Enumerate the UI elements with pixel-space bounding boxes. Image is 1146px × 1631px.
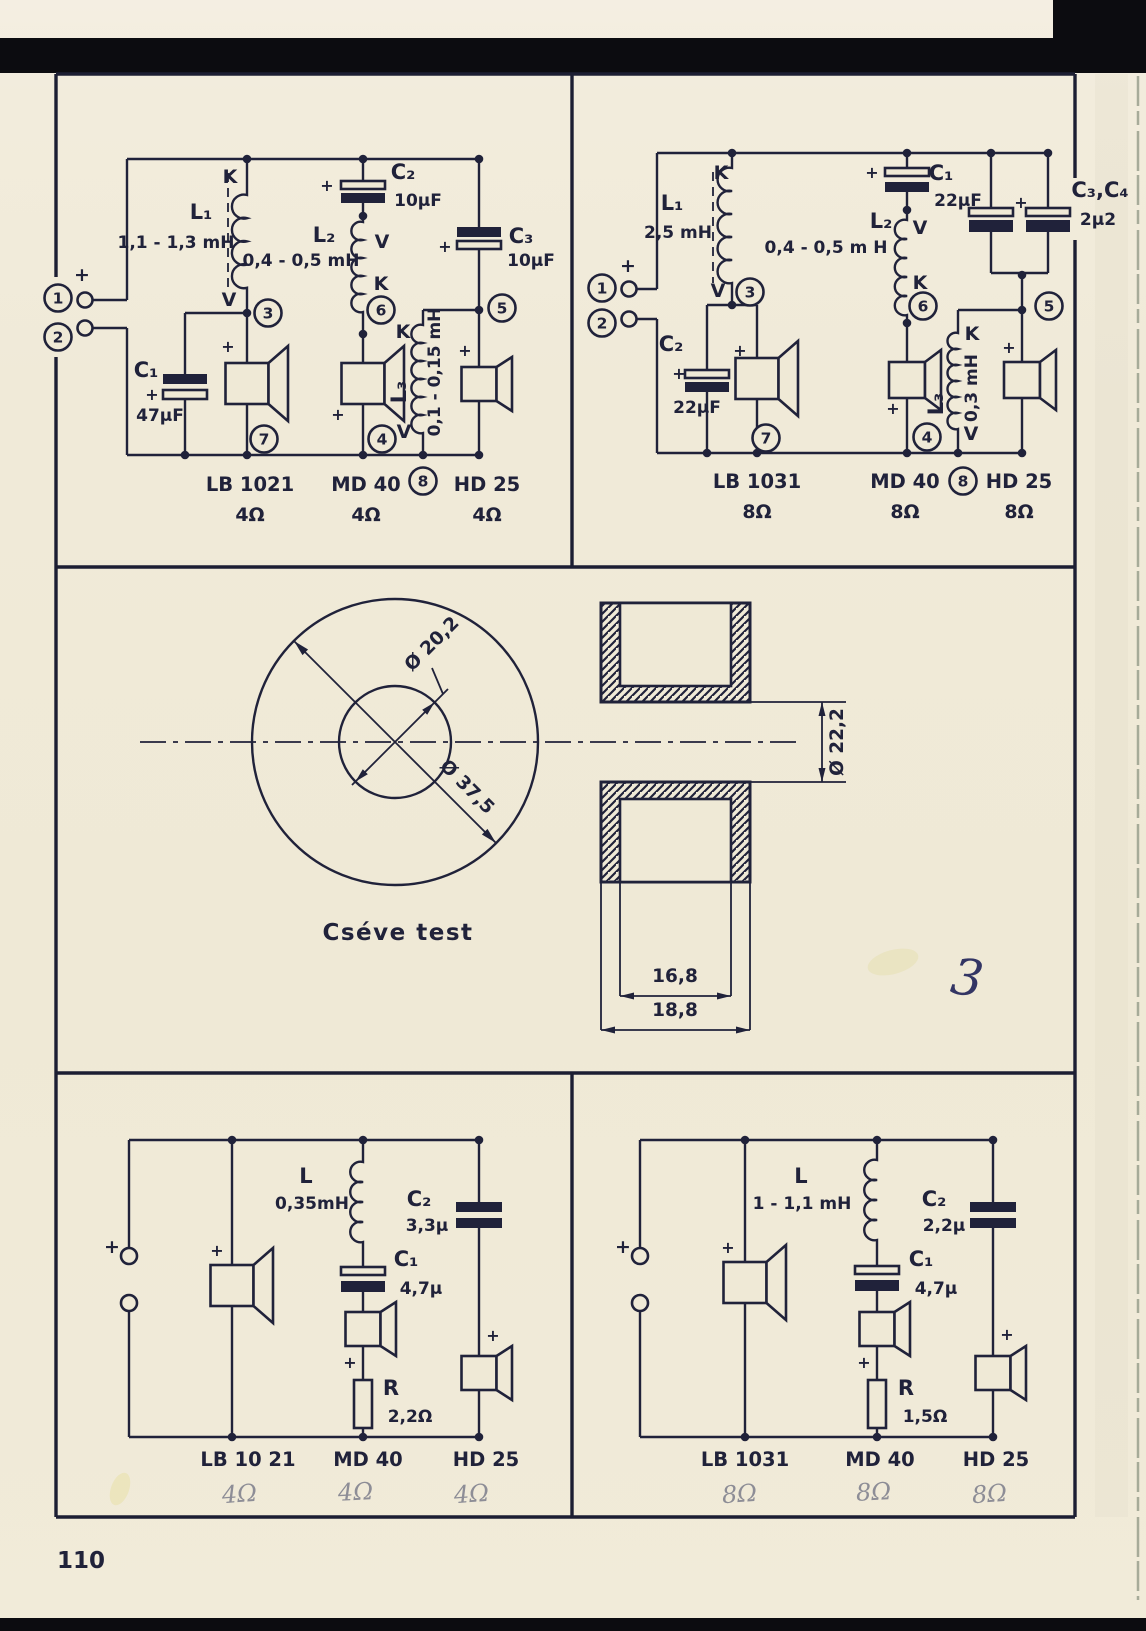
capacitor-c3 [969, 208, 1013, 232]
handwritten-impedance-3: 8Ω [970, 1478, 1008, 1510]
terminal-5-number: 5 [1043, 297, 1055, 316]
top-black-bar [0, 38, 1146, 73]
lb1031-plus: + [721, 1238, 735, 1257]
r-value: 1,5Ω [902, 1407, 948, 1427]
speaker-name-lb1021: LB 1021 [205, 473, 295, 496]
circuit-bottom-right [615, 1136, 1029, 1510]
input-terminal-minus [632, 1295, 648, 1311]
capacitor-c2 [970, 1202, 1016, 1228]
coil-former-drawing [140, 599, 987, 1034]
circuit-bottom-left [104, 1136, 519, 1510]
impedance-lb1021: 4Ω [235, 504, 265, 526]
hd25-plus: + [1002, 338, 1016, 357]
l-value: 0,35mH [275, 1194, 349, 1214]
terminal-2-badge [589, 310, 616, 337]
speaker-name-md40: MD 40 [870, 470, 940, 493]
c3-plus: + [438, 237, 452, 256]
handwritten-impedance-1: 8Ω [720, 1478, 758, 1510]
terminal-4-badge [369, 426, 396, 453]
md40-plus: + [331, 405, 345, 424]
speaker-hd25 [976, 1346, 1027, 1400]
terminal-1-number: 1 [596, 279, 608, 298]
circuit-top-left [45, 155, 555, 526]
drawing-caption: Cséve test [322, 920, 474, 946]
handwritten-impedance-1: 4Ω [220, 1478, 258, 1510]
c2-value: 22µF [673, 398, 721, 418]
c1-value: 22µF [934, 191, 982, 211]
l1-value: 2,5 mH [644, 223, 712, 243]
resistor-r [868, 1380, 886, 1428]
c1-value: 4,7µ [914, 1279, 958, 1299]
c2-value: 3,3µ [405, 1216, 449, 1236]
l-label: L [794, 1164, 808, 1188]
page-footer [57, 1548, 105, 1574]
terminal-3-badge [255, 300, 282, 327]
l-label: L [299, 1164, 313, 1188]
speaker-hd25 [1004, 350, 1056, 410]
speaker-name-lb1031: LB 1031 [700, 1448, 790, 1471]
bottom-black-bar [0, 1618, 1146, 1631]
hd25-plus: + [458, 341, 472, 360]
terminal-5-badge [1036, 293, 1063, 320]
l3-value: 0,3 mH [962, 354, 982, 422]
c1-value: 4,7µ [399, 1279, 443, 1299]
resistor-r [354, 1380, 372, 1428]
speaker-name-lb1031: LB 1031 [712, 470, 802, 493]
l2-value: 0,4 - 0,5 m H [764, 238, 888, 258]
terminal-8-badge [410, 468, 437, 495]
c2-plus: + [320, 176, 334, 195]
terminal-7-badge [753, 425, 780, 452]
c2-label: C₂ [658, 332, 684, 356]
md40-plus: + [886, 399, 900, 418]
terminal-5-number: 5 [496, 299, 508, 318]
l1-value: 1,1 - 1,3 mH [117, 233, 235, 253]
hd25-plus: + [1000, 1325, 1014, 1344]
terminal-5-badge [489, 295, 516, 322]
l2-label: L₂ [312, 223, 336, 247]
speaker-name-hd25: HD 25 [962, 1448, 1030, 1471]
terminal-6-number: 6 [917, 297, 929, 316]
c34-value: 2µ2 [1079, 210, 1117, 230]
c1-plus: + [145, 385, 159, 404]
input-terminal-plus [622, 282, 637, 297]
md40-plus: + [857, 1353, 871, 1372]
l3-v-label: V [963, 423, 979, 445]
r-value: 2,2Ω [387, 1407, 433, 1427]
l1-label: L₁ [660, 191, 684, 215]
l3-k-label: K [964, 323, 980, 345]
lb1031-plus: + [733, 341, 747, 360]
terminal-7-number: 7 [258, 430, 270, 449]
c1-label: C₁ [908, 1247, 934, 1271]
impedance-md40: 4Ω [351, 504, 381, 526]
c2-value: 2,2µ [922, 1216, 966, 1236]
terminal-1-number: 1 [52, 289, 64, 308]
terminal-3-badge [737, 279, 764, 306]
c2-value: 10µF [394, 191, 442, 211]
capacitor-c1 [855, 1266, 899, 1291]
capacitor-c1 [341, 1267, 385, 1292]
l3-label: L₃ [924, 392, 948, 416]
l1-k-label: K [713, 162, 729, 184]
l1-v-label: V [221, 289, 237, 311]
c3-label: C₃ [508, 224, 534, 248]
inner-diameter-label: Ø 20,2 [400, 612, 464, 676]
terminal-2-number: 2 [52, 328, 64, 347]
c1-plus: + [865, 163, 879, 182]
top-winding-window [620, 603, 731, 686]
capacitor-c2-22uF [685, 370, 729, 392]
top-right-black-corner [1053, 0, 1146, 73]
speaker-name-hd25: HD 25 [452, 1448, 520, 1471]
input-terminal-plus [78, 293, 93, 308]
impedance-md40: 8Ω [890, 501, 920, 523]
c2-label: C₂ [921, 1187, 947, 1211]
input-terminal-minus [121, 1295, 137, 1311]
terminal-6-badge [368, 297, 395, 324]
c34-plus: + [1014, 193, 1028, 212]
handwritten-impedance-3: 4Ω [452, 1478, 490, 1510]
speaker-name-hd25: HD 25 [453, 473, 521, 496]
speaker-name-md40: MD 40 [333, 1448, 403, 1471]
speaker-hd25 [462, 1346, 513, 1400]
impedance-hd25: 8Ω [1004, 501, 1034, 523]
terminal-3-number: 3 [262, 304, 274, 323]
circuit-top-right [589, 149, 1129, 523]
l3-k-label: K [395, 321, 411, 343]
l3-v-label: V [396, 421, 412, 443]
terminal-6-badge [910, 293, 937, 320]
speaker-name-md40: MD 40 [331, 473, 401, 496]
input-plus-label: + [620, 255, 636, 277]
c1-value: 47µF [136, 406, 184, 426]
speaker-name-hd25: HD 25 [985, 470, 1053, 493]
handwritten-impedance-2: 8Ω [855, 1477, 892, 1507]
c1-label: C₁ [393, 1247, 419, 1271]
terminal-7-badge [251, 426, 278, 453]
capacitor-c4 [1026, 208, 1070, 232]
terminal-3-number: 3 [744, 283, 756, 302]
speaker-hd25 [462, 357, 513, 411]
terminal-8-number: 8 [957, 472, 969, 491]
l3-value: 0,1 - 0,15 mH [425, 307, 445, 437]
terminal-4-badge [914, 424, 941, 451]
l2-v-label: V [374, 231, 390, 253]
c34-label: C₃,C₄ [1071, 178, 1129, 202]
lb1021-plus: + [210, 1241, 224, 1260]
input-plus-label: + [615, 1236, 631, 1258]
c2-plus: + [672, 364, 686, 383]
l2-label: L₂ [869, 209, 893, 233]
bottom-winding-window [620, 799, 731, 882]
input-plus-label: + [104, 1236, 120, 1258]
c2-label: C₂ [406, 1187, 432, 1211]
terminal-1-badge [45, 285, 72, 312]
input-terminal-minus [622, 312, 637, 327]
c2-label: C₂ [390, 160, 416, 184]
l2-k-label: K [912, 272, 928, 294]
outer-diameter-label: Ø 37,5 [435, 755, 499, 819]
speaker-name-lb1021: LB 10 21 [200, 1448, 296, 1471]
input-terminal-plus [121, 1248, 137, 1264]
terminal-6-number: 6 [375, 301, 387, 320]
terminal-8-badge [950, 468, 977, 495]
c1-label: C₁ [133, 358, 159, 382]
terminal-8-number: 8 [417, 472, 429, 491]
speaker-md40 [346, 1302, 397, 1356]
capacitor-c1-47uF [163, 374, 207, 399]
r-label: R [897, 1376, 915, 1400]
c1-label: C₁ [928, 161, 954, 185]
capacitor-c3-10uF [457, 227, 501, 249]
input-terminal-minus [78, 321, 93, 336]
l2-value: 0,4 - 0,5 mH [242, 251, 360, 271]
terminal-4-number: 4 [376, 430, 388, 449]
c3-value: 10µF [507, 251, 555, 271]
impedance-hd25: 4Ω [472, 504, 502, 526]
outer-width-label: 18,8 [652, 1000, 698, 1021]
mid-branch-wire [351, 159, 363, 455]
l2-v-label: V [912, 217, 928, 239]
speaker-md40 [860, 1302, 911, 1356]
capacitor-c2 [456, 1202, 502, 1228]
l2-k-label: K [373, 273, 389, 295]
r-label: R [382, 1376, 400, 1400]
capacitor-c2-10uF [341, 181, 385, 203]
terminal-2-badge [45, 324, 72, 351]
l3-label: L₃ [387, 380, 411, 404]
flange-diameter-label: Ø 22,2 [827, 708, 848, 776]
l1-v-label: V [710, 280, 726, 302]
capacitor-c1-22uF [885, 168, 929, 192]
handwritten-impedance-2: 4Ω [337, 1477, 374, 1507]
inner-width-label: 16,8 [652, 966, 698, 987]
hd25-plus: + [486, 1326, 500, 1345]
handwritten-mark: 3 [947, 947, 988, 1009]
lb1021-plus: + [221, 337, 235, 356]
l1-k-label: K [222, 166, 238, 188]
input-terminal-plus [632, 1248, 648, 1264]
speaker-name-md40: MD 40 [845, 1448, 915, 1471]
speaker-lb1021 [226, 346, 289, 421]
l1-label: L₁ [189, 200, 213, 224]
page-number: 110 [57, 1548, 106, 1574]
terminal-4-number: 4 [921, 428, 933, 447]
terminal-1-badge [589, 275, 616, 302]
input-plus-label: + [74, 264, 90, 286]
terminal-2-number: 2 [596, 314, 608, 333]
impedance-lb1031: 8Ω [742, 501, 772, 523]
l-value: 1 - 1,1 mH [752, 1194, 852, 1214]
md40-plus: + [343, 1353, 357, 1372]
terminal-7-number: 7 [760, 429, 772, 448]
